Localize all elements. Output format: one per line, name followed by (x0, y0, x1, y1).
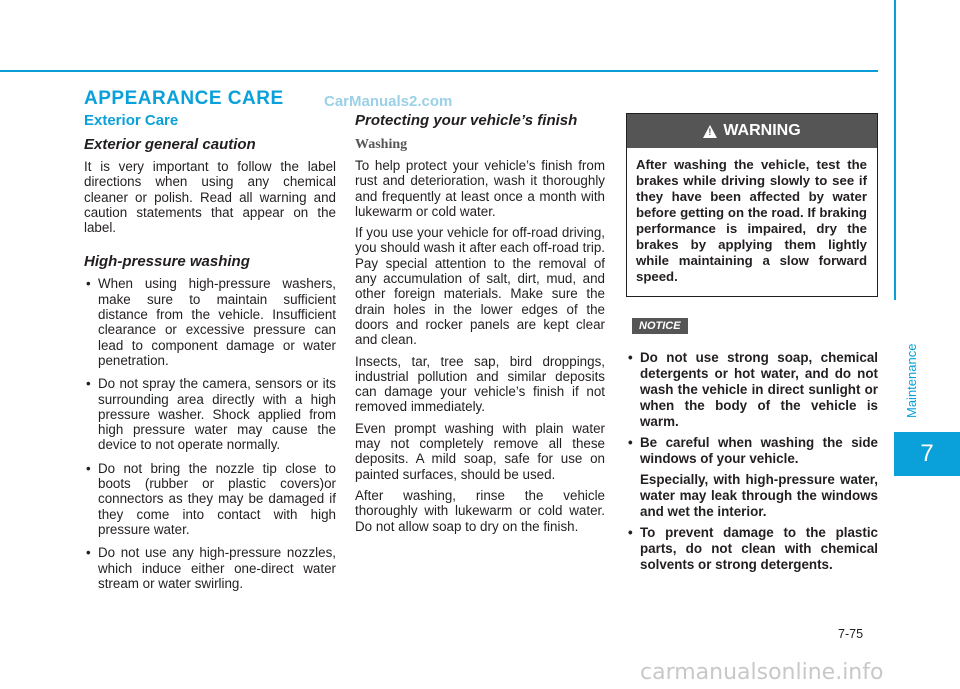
warning-label: WARNING (723, 122, 801, 139)
top-rule (0, 70, 878, 72)
list-item: • To prevent damage to the plastic parts, do not clean with chemical solvents or strong detergents. (626, 525, 878, 573)
notice-badge: NOTICE (632, 318, 688, 334)
warning-text: After washing the vehicle, test the brakes while driving slowly to see if they have been affected by water before getting on the road. If braking performance is impaired, dry the brakes by applying them lightly while maintaining a slow forward speed. (636, 157, 867, 284)
general-caution-text: It is very important to follow the label directions when using any chemical cleaner or polish. Read all warning and caution statements that appear on the label. (84, 159, 336, 236)
chapter-tab: 7 (894, 432, 960, 476)
warning-header (627, 114, 877, 148)
protect-finish-heading: Protecting your vehicle’s finish (355, 112, 578, 129)
chapter-side-label: Maintenance (904, 343, 919, 418)
notice-list (626, 350, 878, 467)
washing-paragraph: If you use your vehicle for off-road driving, you should wash it after each off-road trip. Pay special attention to the removal of any accumulation of salt, dirt, mud, and other foreign materials. Make sure the drain holes in the lower edges of the doors and rocker panels are kept clear and clean. (355, 225, 605, 348)
exterior-care-heading: Exterior Care (84, 112, 179, 129)
list-item: • Do not bring the nozzle tip close to boots (rubber or plastic covers)or connectors as they may be damaged if they come into contact with high pressure water. (84, 461, 336, 537)
high-pressure-list (84, 276, 336, 591)
list-item: • Do not spray the camera, sensors or its surrounding area directly with a high pressure washer. Shock applied from high pressure water may cause the device to not operate normally. (84, 376, 336, 452)
list-item: • Do not use any high-pressure nozzles, which induce either one-direct water stream or water swirling. (84, 545, 336, 591)
column-middle (355, 110, 605, 540)
watermark-top: CarManuals2.com (324, 93, 453, 110)
notice-list-2 (626, 525, 878, 573)
list-item: • Do not use strong soap, chemical detergents or hot water, and do not wash the vehicle in direct sunlight or when the body of the vehicle is warm. (626, 350, 878, 430)
high-pressure-heading: High-pressure washing (84, 253, 250, 271)
column-right (626, 110, 878, 578)
section-title: APPEARANCE CARE (84, 88, 284, 109)
watermark-bottom: carmanualsonline.info (640, 660, 884, 685)
list-item: • Be careful when washing the side windows of your vehicle. (626, 435, 878, 467)
washing-paragraph: To help protect your vehicle’s finish from rust and deterioration, wash it thoroughly and frequently at least once a month with lukewarm or cold water. (355, 158, 605, 219)
warning-triangle-icon (703, 125, 717, 138)
side-rule (894, 0, 896, 300)
warning-box (626, 113, 878, 297)
washing-paragraph: After washing, rinse the vehicle thoroughly with lukewarm or cold water. Do not allow soap to dry on the finish. (355, 487, 605, 534)
notice-subparagraph: Especially, with high-pressure water, water may leak through the windows and wet the interior. (640, 472, 878, 519)
washing-paragraph: Insects, tar, tree sap, bird droppings, industrial pollution and similar deposits can damage your vehicle’s finish if not removed immediately. (355, 353, 605, 415)
page-number: 7-75 (838, 627, 864, 641)
column-left (84, 110, 336, 599)
list-item: • When using high-pressure washers, make sure to maintain sufficient distance from the vehicle. Insufficient clearance or excessive pressure can lead to component damage or water penetration. (84, 276, 336, 368)
washing-paragraph: Even prompt washing with plain water may not completely remove all these deposits. A mild soap, safe for use on painted surfaces, should be used. (355, 420, 605, 482)
general-caution-heading: Exterior general caution (84, 136, 256, 153)
washing-heading: Washing (355, 137, 408, 152)
